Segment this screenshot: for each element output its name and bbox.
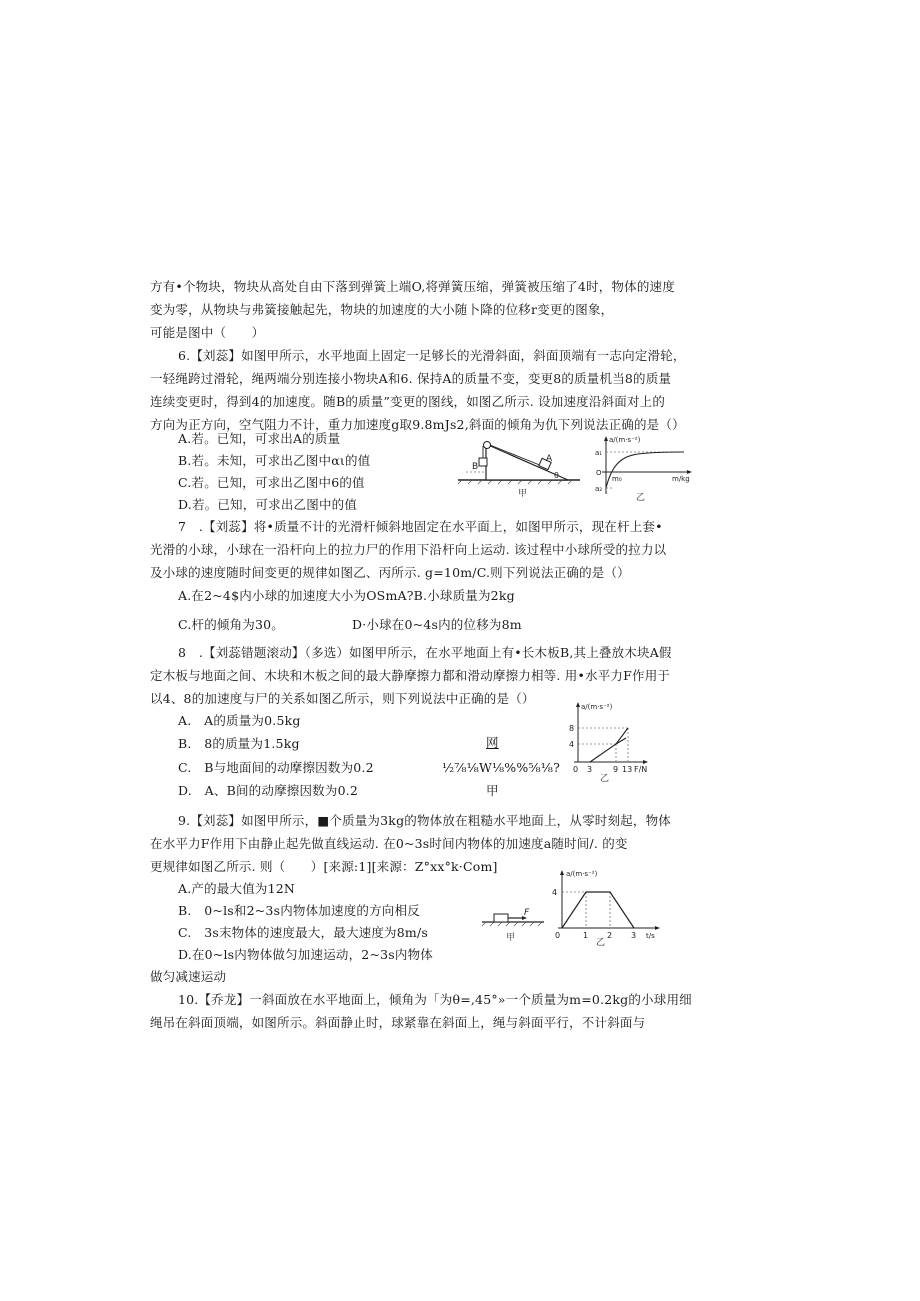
x-label: t/s xyxy=(646,932,655,940)
q9-option-b: B. 0~ls和2~3s内物体加速度的方向相反 xyxy=(178,903,420,918)
q7-option-d: D·小球在0~4s内的位移为8m xyxy=(352,617,522,632)
trapezoid-line xyxy=(562,892,634,928)
q6-option-b: B.若。未知，可求出乙图中αι的值 xyxy=(178,453,371,468)
q8-option-b: B. 8的质量为1.5kg xyxy=(178,736,300,751)
q6-line-2: 一轻绳跨过滑轮，绳两端分别连接小物块A和6. 保持A的质量不变，变更8的质量机当8的质量 xyxy=(150,371,672,386)
tick-m0: m₀ xyxy=(612,475,622,483)
label-b: B xyxy=(472,462,479,472)
q9-line-1: 9.【刘蕊】如图甲所示，■个质量为3kg的物体放在粗糙水平地面上，从零时刻起，物体 xyxy=(178,813,671,828)
block xyxy=(494,914,508,922)
caption-yi: 乙 xyxy=(600,774,610,782)
q8-line-2: 定木板与地面之间、木块和木板之间的最大静摩擦力都和滑动摩擦力相等. 用•水平力F作用于 xyxy=(150,668,671,683)
line-b xyxy=(616,738,626,744)
tick-x3: 3 xyxy=(631,931,637,940)
block-b xyxy=(479,458,487,466)
q10-line-1: 10.【乔龙】一斜面放在水平地面上，倾角为「为θ=,45°»一个质量为m=0.2kg的小球用细 xyxy=(178,992,692,1007)
q6-option-a: A.若。已知，可求出A的质量 xyxy=(178,431,341,446)
q9-option-a: A.产的最大值为12N xyxy=(178,881,296,896)
tick-x1: 1 xyxy=(583,931,589,940)
caption-yi: 乙 xyxy=(636,493,646,503)
tick-x13: 13 xyxy=(622,765,633,774)
caption-jia: 甲 xyxy=(518,489,528,498)
intro-line-3: 可能是图中（ ） xyxy=(150,325,265,340)
q8-figure-caption-jia: 甲 xyxy=(486,783,499,798)
q9-option-d-cont: 做匀减速运动 xyxy=(150,969,227,984)
q6-option-c: C.若。已知，可求出乙图中6的值 xyxy=(178,475,365,490)
q6-figure-incline xyxy=(456,436,582,498)
tick-x3: 3 xyxy=(587,765,593,774)
q9-figure-graph xyxy=(548,866,668,946)
label-a: A xyxy=(546,454,553,464)
q7-line-3: 及小球的速度随时间变更的规律如图乙、丙所示. g=10m∕C.则下列说法正确的是（） xyxy=(150,565,630,580)
q8-figure-garbled-text: ½⅞⅛W⅛%%⅝⅛? xyxy=(442,760,560,775)
q7-option-c: C.杆的倾角为30。 xyxy=(178,617,284,632)
q7-line-1: 7 .【刘蕊】将•质量不计的光滑杆倾斜地固定在水平面上，如图甲所示，现在杆上套• xyxy=(178,519,663,534)
x-label: F/N xyxy=(634,765,648,774)
q9-option-d: D.在0~ls内物体做匀加速运动，2~3s内物体 xyxy=(178,947,433,962)
y-label: a/(m·s⁻²) xyxy=(566,870,598,878)
q9-option-c: C. 3s末物体的速度最大，最大速度为8m∕s xyxy=(178,925,428,940)
origin: O xyxy=(596,469,602,477)
q6-line-1: 6.【刘蕊】如图甲所示，水平地面上固定一足够长的光滑斜面，斜面顶端有一志向定滑轮， xyxy=(178,348,686,363)
tick-x9: 9 xyxy=(613,765,619,774)
q8-option-a: A. A的质量为0.5kg xyxy=(178,713,301,728)
tick-a2: a₂ xyxy=(595,485,603,493)
pulley xyxy=(484,442,491,449)
label-f: F xyxy=(524,908,530,918)
q8-line-3: 以4、8的加速度与尸的关系如图乙所示，则下列说法中正确的是（） xyxy=(150,691,535,706)
y-label: a/(m·s⁻²) xyxy=(581,703,613,711)
caption-jia: 甲 xyxy=(506,933,516,943)
q8-option-c: C. B与地面间的动摩擦因数为0.2 xyxy=(178,760,374,775)
caption-yi: 乙 xyxy=(596,938,606,946)
label-theta: θ xyxy=(554,471,559,480)
line-a xyxy=(590,728,628,762)
tick-y4: 4 xyxy=(552,888,558,897)
x-label: m/kg xyxy=(672,475,690,483)
tick-x2: 2 xyxy=(607,931,613,940)
q8-figure-graph xyxy=(566,700,656,782)
tick-x0: 0 xyxy=(573,765,579,774)
q9-line-2: 在水平力F作用下由静止起先做直线运动. 在0~3s时间内物体的加速度a随时间/. 的变 xyxy=(150,836,628,851)
q7-line-4: A.在2~4$内小球的加速度大小为OSmA?B.小球质量为2kg xyxy=(178,588,515,603)
q7-line-2: 光滑的小球，小球在一沿杆向上的拉力尸的作用下沿杆向上运动. 该过程中小球所受的拉力以 xyxy=(150,542,667,557)
intro-line-1: 方有•个物块，物块从高处自由下落到弹簧上端O,将弹簧压缩，弹簧被压缩了4时，物体的速度 xyxy=(150,279,675,294)
q9-figure-block xyxy=(480,898,546,944)
q6-figure-graph xyxy=(592,434,698,504)
y-label: a/(m·s⁻²) xyxy=(609,436,641,444)
q8-option-d: D. A、B间的动摩擦因数为0.2 xyxy=(178,783,359,798)
q6-line-4: 方向为正方向，空气阻力不计，重力加速度g取9.8mJs2,斜面的倾角为仇下列说法正确的是（） xyxy=(150,417,685,432)
q10-line-2: 绳吊在斜面顶端，如图所示。斜面静止时，球紧靠在斜面上，绳与斜面平行，不计斜面与 xyxy=(150,1015,646,1030)
q6-line-3: 连续变更时，得到4的加速度。随B的质量”变更的图线，如图乙所示. 设加速度沿斜面对上的 xyxy=(150,394,666,409)
q8-figure-label-garbled: 网 xyxy=(486,735,499,750)
tick-y4: 4 xyxy=(569,740,575,749)
intro-line-2: 变为零，从物块与弗簧接触起先，物块的加速度的大小随卜降的位移r变更的图象， xyxy=(150,302,614,317)
q6-option-d: D.若。已知，可求出乙图中的值 xyxy=(178,497,358,512)
tick-x0: 0 xyxy=(555,931,561,940)
tick-y8: 8 xyxy=(569,724,575,733)
q9-line-3: 更规律如图乙所示. 则（ ）[来源:1][来源：Z°xx°k·Com] xyxy=(150,859,498,874)
q8-line-1: 8 .【刘蕊错题滚动】（多选）如图甲所示，在水平地面上有•长木板B,其上叠放木块A假 xyxy=(178,645,672,660)
tick-a1: a₁ xyxy=(595,449,603,457)
